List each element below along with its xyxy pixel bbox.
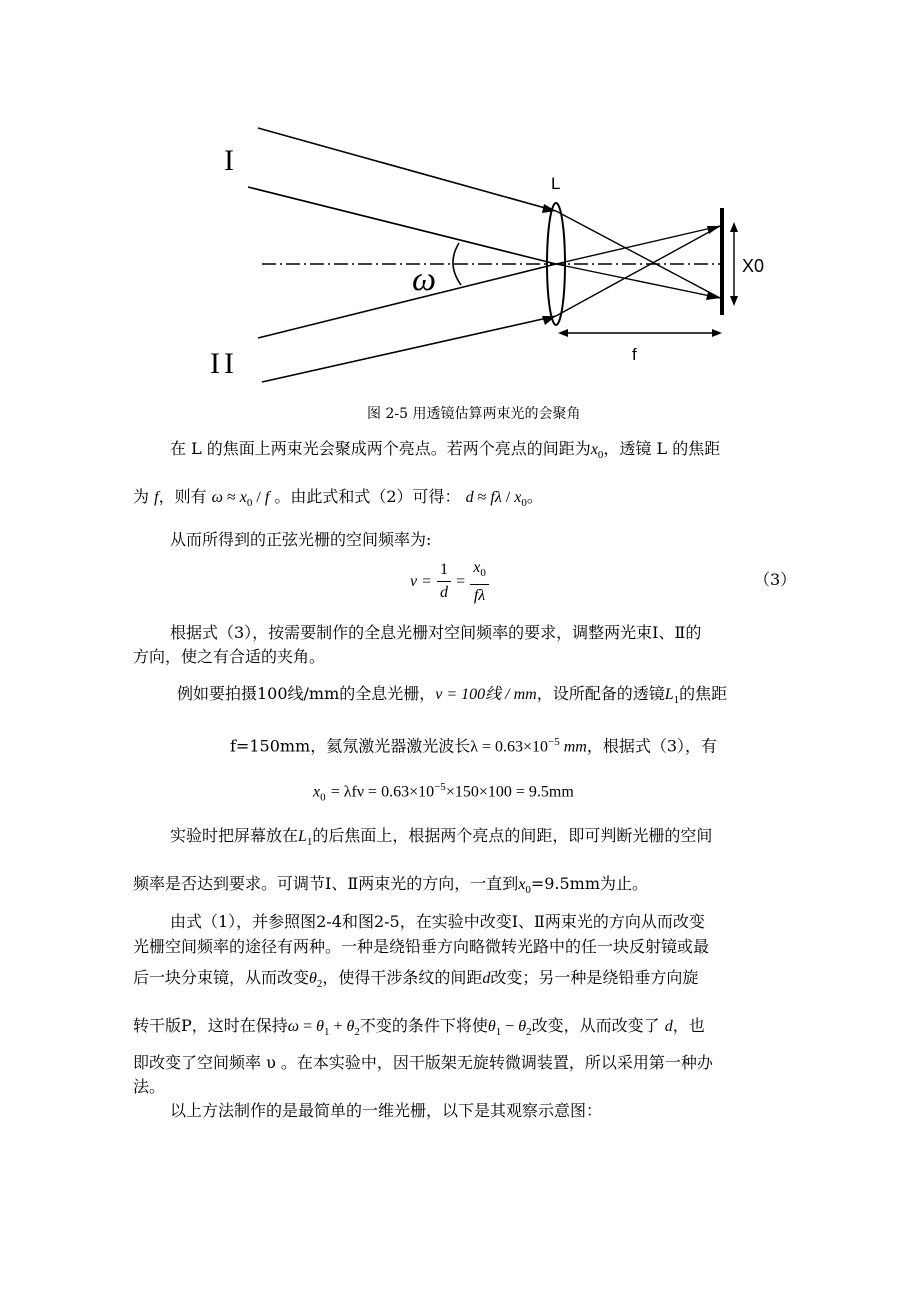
ray-d (556, 226, 720, 316)
paragraph-7-line-2: 光栅空间频率的途径有两种。一种是绕铅垂方向略微转光路中的任一块反射镜或最 (133, 937, 710, 956)
figure-caption: 图 2-5 用透镜估算两束光的会聚角 (367, 406, 581, 422)
ray-arrow-top (707, 226, 720, 234)
f-arrow-right (712, 329, 722, 337)
ray-a (556, 211, 720, 298)
paragraph-5: f=150mm，氦氖激光器激光波长$\lambda = 0.63\times 10^{-5}$ mm，根据式（3），有 (230, 736, 718, 756)
paragraph-7-line-1: 由式（1），并参照图2-4和图2-5，在实验中改变Ⅰ、Ⅱ两束光的方向从而改变 (170, 912, 705, 931)
paragraph-7-line-4: 转干版P，这时在保持$\omega = \theta_1 + \theta_2$不变的条件下将使$\theta_1 - \theta_2$改变，从而改变了 d，也 (133, 1016, 705, 1039)
lens-diagram (0, 0, 920, 400)
equation-3-tag: （3） (754, 570, 797, 589)
paragraph-3-line-2: 方向，使之有合适的夹角。 (133, 647, 326, 666)
f-arrow-left (558, 329, 568, 337)
ray-arrow-bottom (706, 292, 720, 300)
label-L: L (551, 174, 561, 193)
paragraph-6-line-1: 实验时把屏幕放在$L_1$的后焦面上，根据两个亮点的间距，即可判断光栅的空间 (170, 826, 713, 849)
paragraph-4: 例如要拍摄100线/mm的全息光栅，ν = 100线 / mm，设所配备的透镜$L_1$的焦距 (177, 684, 728, 707)
equation-3: ν = $\frac{1}{d}$ = $\frac{x_0}{f\lambda}$ (410, 556, 489, 607)
label-II: II (210, 347, 238, 380)
paragraph-2: 从而所得到的正弦光栅的空间频率为: (170, 530, 432, 549)
ray-c (556, 226, 720, 264)
label-omega: ω (412, 261, 437, 298)
x0-arrow-top (730, 222, 738, 232)
paragraph-1-line-2: 为 f，则有 $\omega \approx x_0 / f$ 。由此式和式（2）可得： $d \approx f\lambda / x_0$。 (133, 487, 543, 510)
paragraph-3-line-1: 根据式（3），按需要制作的全息光栅对空间频率的要求，调整两光束Ⅰ、Ⅱ的 (170, 623, 702, 642)
equation-4: $x_0 = \lambda f\nu = 0.63\times 10^{-5}\times 150\times 100 = 9.5mm$ (313, 781, 574, 804)
label-f: f (632, 345, 637, 364)
paragraph-7-line-6: 法。 (133, 1077, 166, 1096)
beam-I-upper (258, 128, 556, 211)
paragraph-7-line-3: 后一块分束镜，从而改变$\theta_2$，使得干涉条纹的间距d改变；另一种是绕铅垂方向旋 (133, 968, 699, 991)
paragraph-7-line-5: 即改变了空间频率 υ 。在本实验中，因干版架无旋转微调装置，所以采用第一种办 (133, 1053, 713, 1072)
x0-arrow-bottom (730, 296, 738, 306)
label-I: I (224, 144, 234, 177)
paragraph-8: 以上方法制作的是最简单的一维光栅，以下是其观察示意图： (170, 1101, 603, 1120)
ray-b (556, 264, 720, 298)
paragraph-6-line-2: 频率是否达到要求。可调节Ⅰ、Ⅱ两束光的方向，一直到$x_0=9.5mm$为止。 (133, 874, 649, 897)
paragraph-1-line-1: 在 L 的焦面上两束光会聚成两个亮点。若两个亮点的间距为$x_0$，透镜 L 的焦距 (170, 439, 721, 462)
label-X0: X0 (742, 256, 765, 276)
beam-II-upper (258, 264, 556, 338)
